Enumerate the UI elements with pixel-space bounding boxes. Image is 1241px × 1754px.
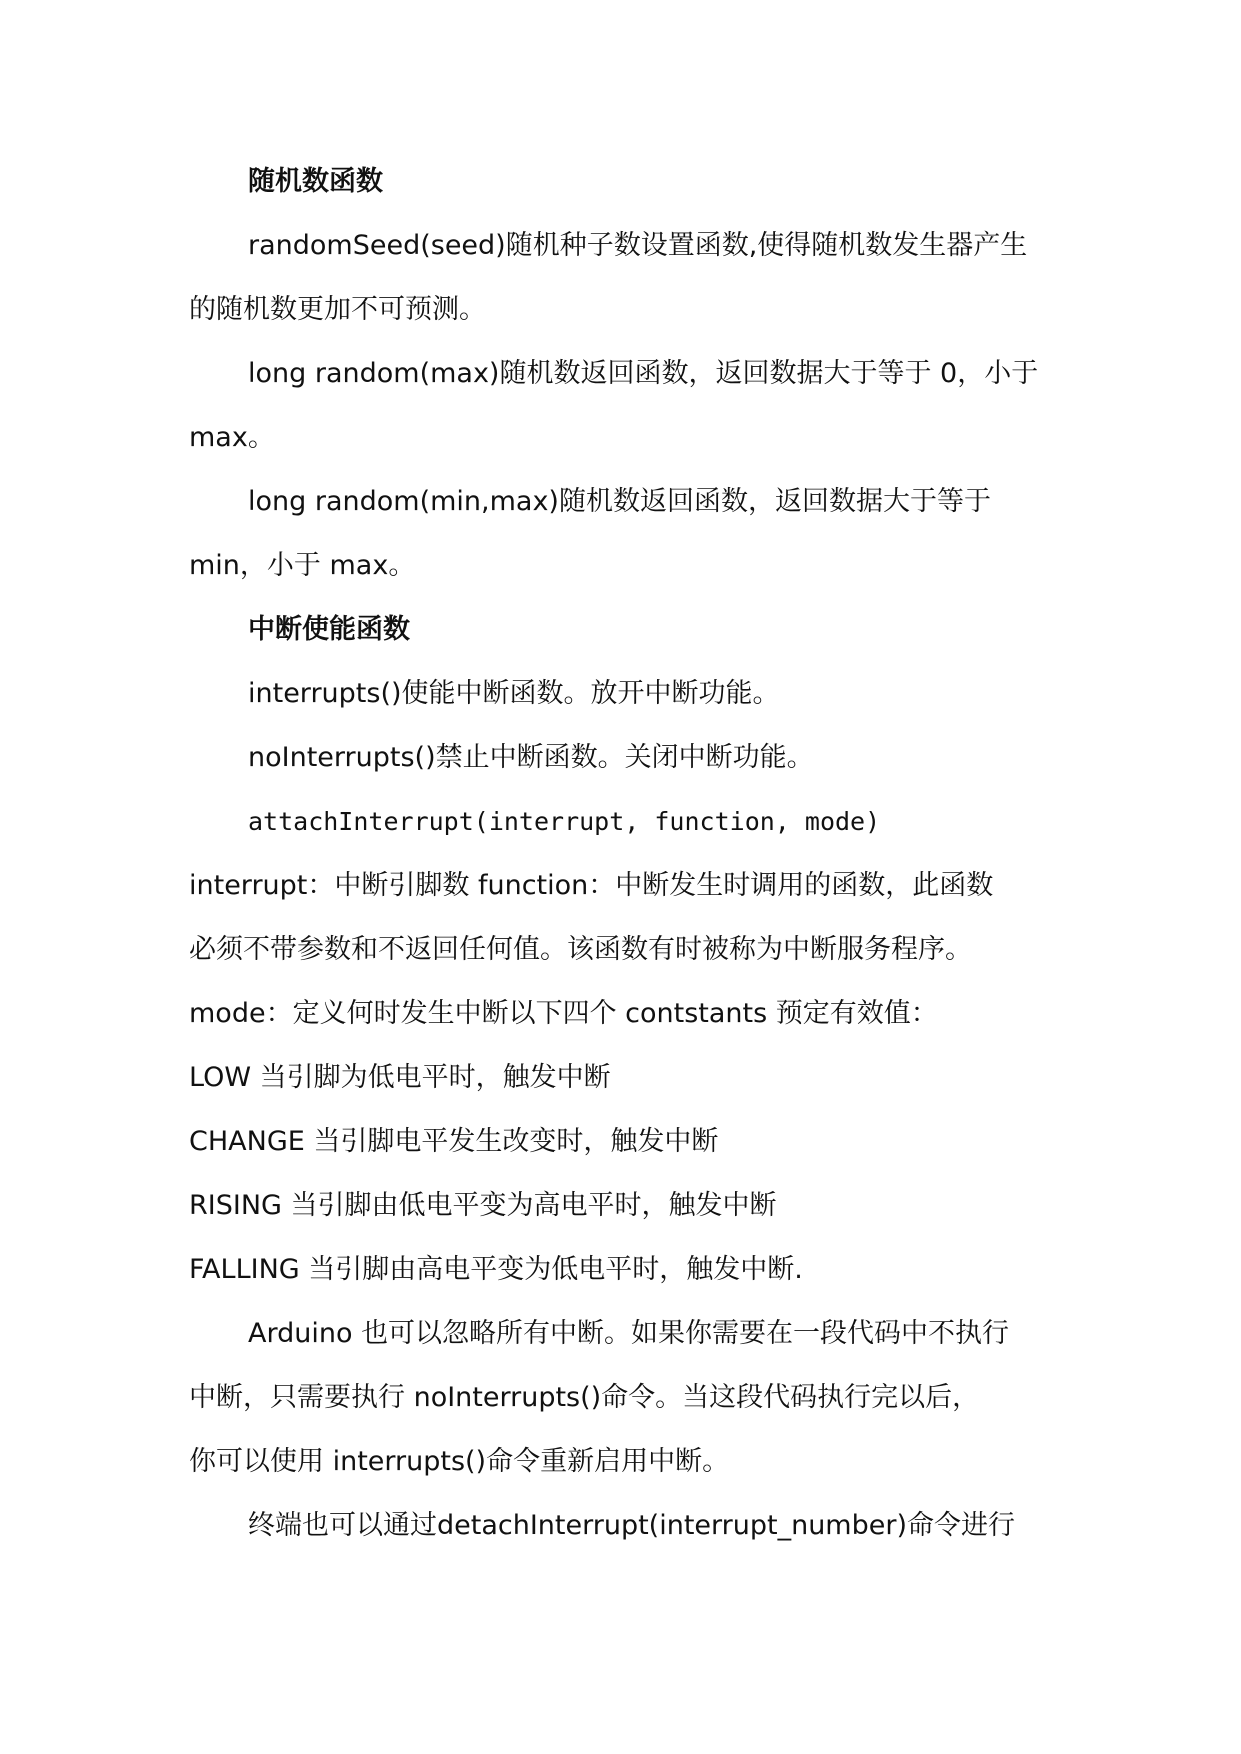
paragraph-line: 的随机数更加不可预测。 [189,294,486,325]
paragraph-line: 中断，只需要执行 noInterrupts()命令。当这段代码执行完以后， [189,1382,980,1413]
paragraph-line: long random(max)随机数返回函数，返回数据大于等于 0，小于 [248,358,1039,389]
paragraph-line: Arduino 也可以忽略所有中断。如果你需要在一段代码中不执行 [248,1318,1010,1349]
mode-option-low: LOW 当引脚为低电平时，触发中断 [189,1062,611,1093]
paragraph-line: 必须不带参数和不返回任何值。该函数有时被称为中断服务程序。 [189,934,972,965]
code-line: attachInterrupt(interrupt, function, mode) [248,807,881,836]
section-heading-interrupt: 中断使能函数 [248,614,410,645]
section-heading-random: 随机数函数 [248,166,383,197]
paragraph-line: noInterrupts()禁止中断函数。关闭中断功能。 [248,742,814,773]
paragraph-line: 终端也可以通过detachInterrupt(interrupt_number)命令进行 [248,1510,1015,1541]
paragraph-line: 你可以使用 interrupts()命令重新启用中断。 [189,1446,730,1477]
paragraph-line: long random(min,max)随机数返回函数，返回数据大于等于 [248,486,991,517]
paragraph-line: interrupts()使能中断函数。放开中断功能。 [248,678,780,709]
paragraph-line: randomSeed(seed)随机种子数设置函数,使得随机数发生器产生 [248,230,1028,261]
paragraph-line: mode：定义何时发生中断以下四个 contstants 预定有效值： [189,998,938,1029]
paragraph-line: max。 [189,422,275,453]
mode-option-rising: RISING 当引脚由低电平变为高电平时，触发中断 [189,1190,777,1221]
mode-option-falling: FALLING 当引脚由高电平变为低电平时，触发中断. [189,1254,803,1285]
paragraph-line: interrupt：中断引脚数 function：中断发生时调用的函数，此函数 [189,870,994,901]
paragraph-line: min，小于 max。 [189,550,416,581]
mode-option-change: CHANGE 当引脚电平发生改变时，触发中断 [189,1126,719,1157]
